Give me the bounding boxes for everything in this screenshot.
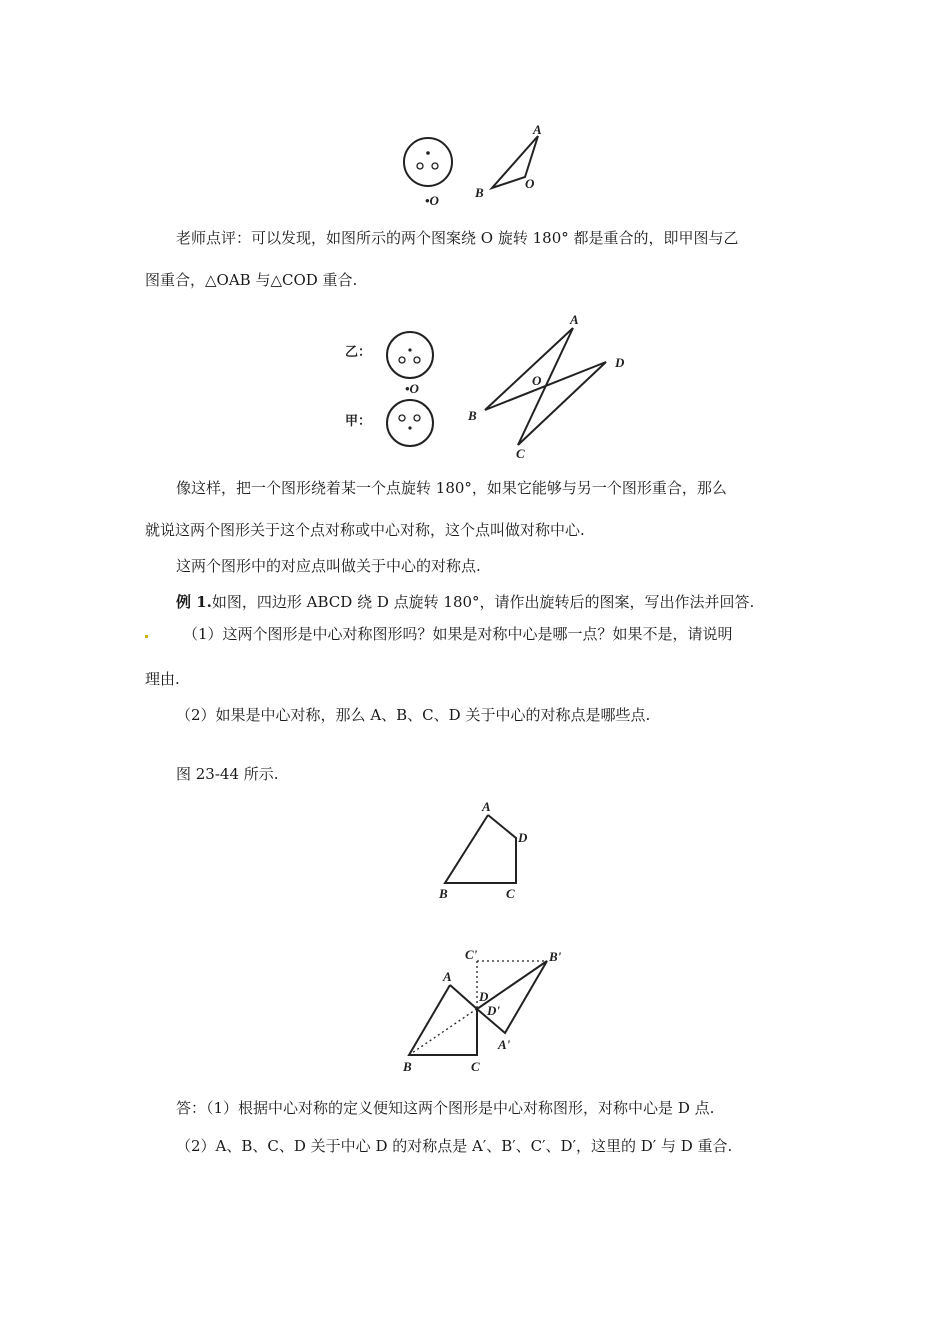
label-center-o: •O xyxy=(425,193,439,208)
label-yi: 乙： xyxy=(345,345,372,360)
teacher-comment-line2: 图重合，△OAB 与△COD 重合. xyxy=(145,271,358,289)
question-2: （2）如果是中心对称，那么 A、B、C、D 关于中心的对称点是哪些点. xyxy=(176,706,651,724)
label-b-prime: B' xyxy=(549,949,562,964)
definition-line2: 就说这两个图形关于这个点对称或中心对称，这个点叫做对称中心. xyxy=(145,521,585,539)
figure-jia-yi-crossed-triangles xyxy=(340,310,640,460)
label-b: B xyxy=(475,185,484,200)
question-1-line2: 理由. xyxy=(145,670,180,688)
label-c4: C xyxy=(471,1059,480,1074)
label-b4: B xyxy=(403,1059,412,1074)
label-d-prime: D' xyxy=(487,1003,500,1018)
figure-quadrilateral xyxy=(430,795,540,905)
teacher-comment-line1: 老师点评：可以发现，如图所示的两个图案绕 O 旋转 180° 都是重合的，即甲图与乙 xyxy=(176,229,739,247)
marker-dot xyxy=(145,635,148,638)
figure-caption: 图 23-44 所示. xyxy=(176,765,279,783)
definition-line1: 像这样，把一个图形绕着某一个点旋转 180°，如果它能够与另一个图形重合，那么 xyxy=(176,479,727,497)
label-d4: D xyxy=(479,989,489,1004)
example-label: 例 1. xyxy=(176,593,212,611)
example-text: 如图，四边形 ABCD 绕 D 点旋转 180°，请作出旋转后的图案，写出作法并回答. xyxy=(211,593,755,611)
label-c3: C xyxy=(506,886,515,901)
label-b2: B xyxy=(468,408,477,423)
label-o2: O xyxy=(532,373,542,388)
label-c-prime: C' xyxy=(465,947,478,962)
label-c2: C xyxy=(516,446,525,461)
question-1-line1: （1）这两个图形是中心对称图形吗？如果是对称中心是哪一点？如果不是，请说明 xyxy=(183,625,733,643)
label-d2: D xyxy=(615,355,625,370)
label-o: O xyxy=(525,176,535,191)
label-a-prime: A' xyxy=(498,1037,511,1052)
label-center-o2: •O xyxy=(405,381,419,396)
label-jia: 甲： xyxy=(345,414,372,429)
answer-line1: 答：（1）根据中心对称的定义便知这两个图形是中心对称图形，对称中心是 D 点. xyxy=(176,1099,715,1117)
label-a3: A xyxy=(482,799,491,814)
answer-line2: （2）A、B、C、D 关于中心 D 的对称点是 A′、B′、C′、D′，这里的 D′ 与 D 重合. xyxy=(176,1137,733,1155)
symmetric-points-note: 这两个图形中的对应点叫做关于中心的对称点. xyxy=(176,557,481,575)
label-a2: A xyxy=(570,312,579,327)
label-a: A xyxy=(533,122,542,137)
label-b3: B xyxy=(439,886,448,901)
label-d3: D xyxy=(518,830,528,845)
figure-circle-triangle xyxy=(395,120,565,210)
label-a4: A xyxy=(443,969,452,984)
example-1 xyxy=(176,592,754,612)
figure-rotated-quadrilateral xyxy=(395,945,585,1080)
